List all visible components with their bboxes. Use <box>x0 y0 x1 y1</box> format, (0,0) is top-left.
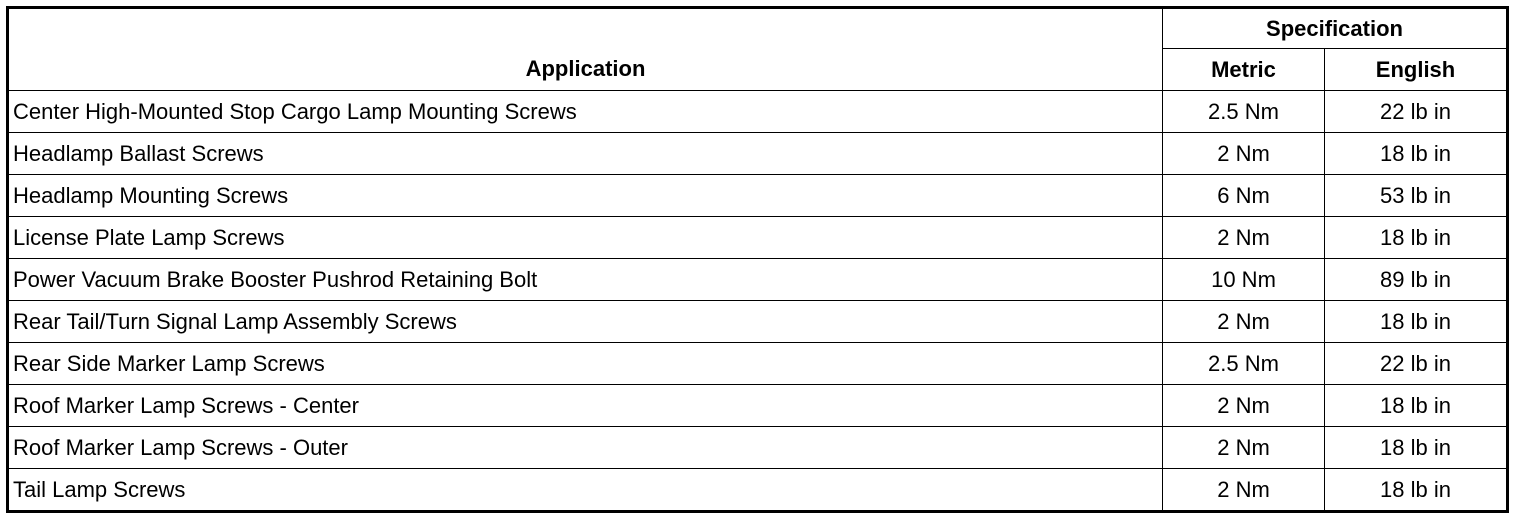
english-cell: 18 lb in <box>1325 469 1508 512</box>
metric-cell: 2 Nm <box>1163 217 1325 259</box>
header-english: English <box>1325 49 1508 91</box>
application-cell: Power Vacuum Brake Booster Pushrod Retaining Bolt <box>8 259 1163 301</box>
table-row <box>8 469 1508 512</box>
metric-cell: 2 Nm <box>1163 469 1325 512</box>
application-cell: Roof Marker Lamp Screws - Outer <box>8 427 1163 469</box>
english-cell: 18 lb in <box>1325 301 1508 343</box>
table-row <box>8 259 1508 301</box>
table-row <box>8 343 1508 385</box>
table-header <box>8 8 1508 91</box>
application-cell: Headlamp Ballast Screws <box>8 133 1163 175</box>
table-row <box>8 217 1508 259</box>
application-cell: Center High-Mounted Stop Cargo Lamp Mounting Screws <box>8 91 1163 133</box>
table-row <box>8 91 1508 133</box>
table-body <box>8 91 1508 512</box>
application-cell: Rear Side Marker Lamp Screws <box>8 343 1163 385</box>
table-row <box>8 385 1508 427</box>
english-cell: 18 lb in <box>1325 427 1508 469</box>
metric-cell: 2 Nm <box>1163 133 1325 175</box>
metric-cell: 10 Nm <box>1163 259 1325 301</box>
english-cell: 18 lb in <box>1325 133 1508 175</box>
metric-cell: 2 Nm <box>1163 301 1325 343</box>
table-row <box>8 175 1508 217</box>
application-cell: Roof Marker Lamp Screws - Center <box>8 385 1163 427</box>
english-cell: 18 lb in <box>1325 217 1508 259</box>
metric-cell: 2 Nm <box>1163 385 1325 427</box>
english-cell: 22 lb in <box>1325 91 1508 133</box>
table-row <box>8 133 1508 175</box>
header-specification: Specification <box>1163 8 1508 49</box>
application-cell: Tail Lamp Screws <box>8 469 1163 512</box>
header-row-top <box>8 8 1508 49</box>
metric-cell: 2 Nm <box>1163 427 1325 469</box>
table-row <box>8 427 1508 469</box>
english-cell: 18 lb in <box>1325 385 1508 427</box>
english-cell: 53 lb in <box>1325 175 1508 217</box>
table-row <box>8 301 1508 343</box>
application-cell: Headlamp Mounting Screws <box>8 175 1163 217</box>
application-cell: License Plate Lamp Screws <box>8 217 1163 259</box>
metric-cell: 2.5 Nm <box>1163 343 1325 385</box>
header-metric: Metric <box>1163 49 1325 91</box>
english-cell: 22 lb in <box>1325 343 1508 385</box>
application-cell: Rear Tail/Turn Signal Lamp Assembly Screws <box>8 301 1163 343</box>
fastener-specification-table <box>6 6 1509 513</box>
metric-cell: 2.5 Nm <box>1163 91 1325 133</box>
english-cell: 89 lb in <box>1325 259 1508 301</box>
metric-cell: 6 Nm <box>1163 175 1325 217</box>
header-application: Application <box>8 8 1163 91</box>
